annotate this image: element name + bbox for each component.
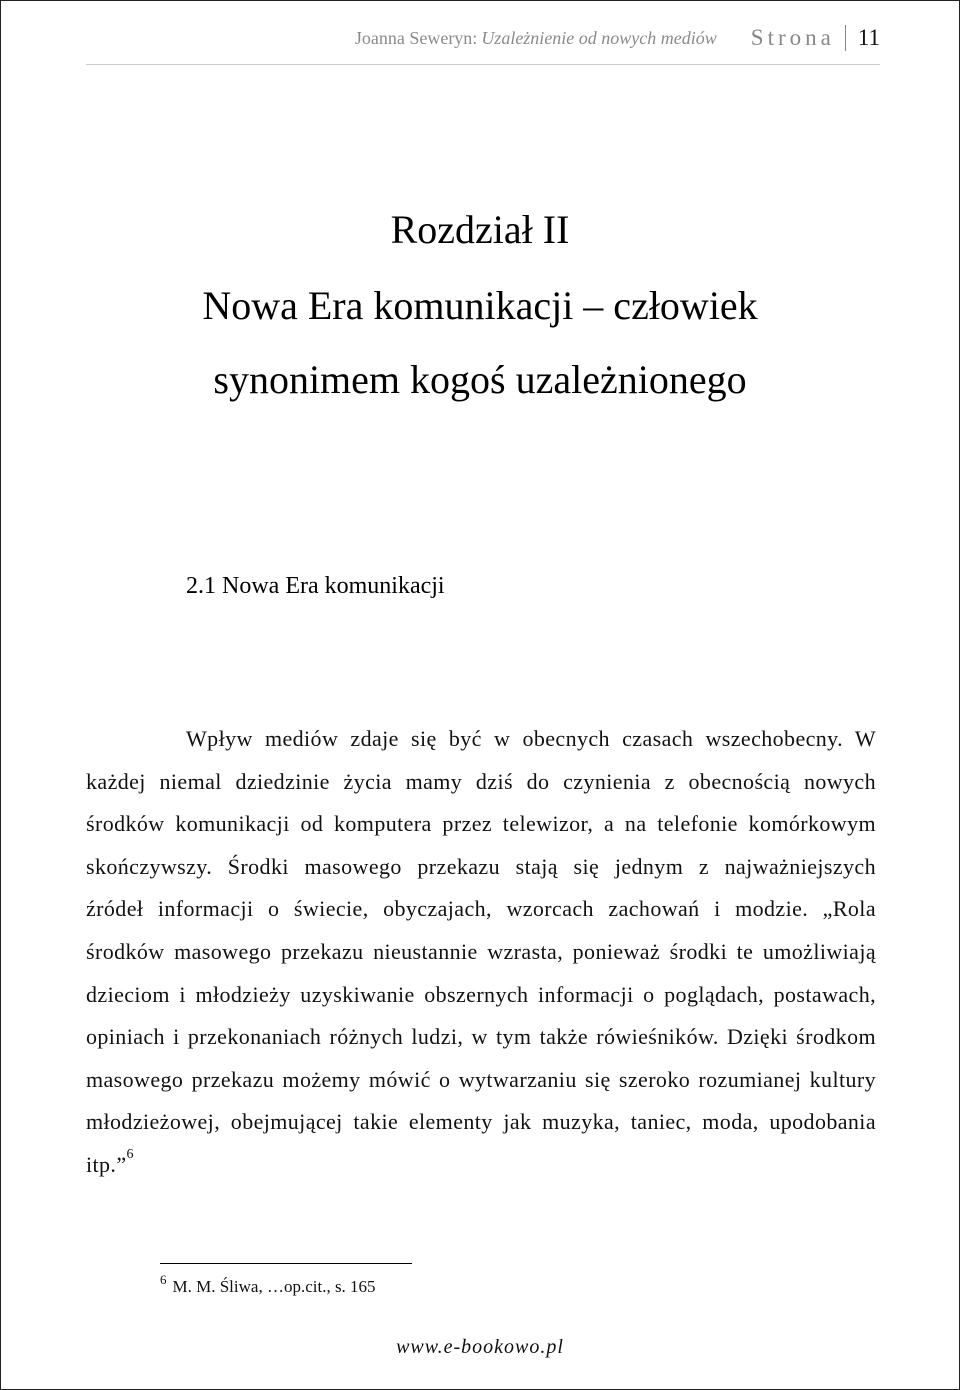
footnote-reference: 6 (126, 1146, 134, 1162)
body-paragraph (86, 718, 876, 1187)
chapter-subtitle-line2: synonimem kogoś uzależnionego (213, 357, 747, 402)
footnote-number: 6 (160, 1272, 167, 1287)
footnote (160, 1272, 376, 1297)
page-number: 11 (857, 25, 880, 50)
chapter-subtitle-line1: Nowa Era komunikacji – człowiek (202, 283, 758, 328)
chapter-title: Rozdział II (390, 207, 570, 252)
page-header (80, 20, 880, 56)
header-rule (86, 64, 880, 65)
paragraph-text: Wpływ mediów zdaje się być w obecnych czasach wszechobecny. W każdej niemal dziedzinie życia mamy dziś do czynienia z obecnością nowych środków komunikacji od komputera przez telewizor, a na telefonie komórkowym skończywszy. Środki masowego przekazu stają się jednym z najważniejszych źródeł informacji o świecie, obyczajach, wzorcach zachowań i modzie. „Rola środków masowego przekazu nieustannie wzrasta, ponieważ środki te umożliwiają dzieciom i młodzieży uzyskiwanie obszernych informacji o poglądach, postawach, opiniach i przekonaniach różnych ludzi, w tym także rówieśników. Dzięki środkom masowego przekazu możemy mówić o wytwarzaniu się szeroko rozumianej kultury młodzieżowej, obejmującej takie elementy jak muzyka, taniec, moda, upodobania itp.” (86, 726, 876, 1177)
header-separator (845, 25, 846, 51)
footnote-rule (160, 1263, 412, 1264)
footer-url: www.e-bookowo.pl (396, 1336, 564, 1358)
header-strona-label: Strona (750, 25, 835, 50)
header-book-title: Uzależnienie od nowych mediów (481, 27, 717, 48)
header-author: Joanna Seweryn: (354, 27, 478, 48)
footnote-text: M. M. Śliwa, …op.cit., s. 165 (172, 1277, 376, 1296)
section-heading: 2.1 Nowa Era komunikacji (186, 573, 445, 599)
